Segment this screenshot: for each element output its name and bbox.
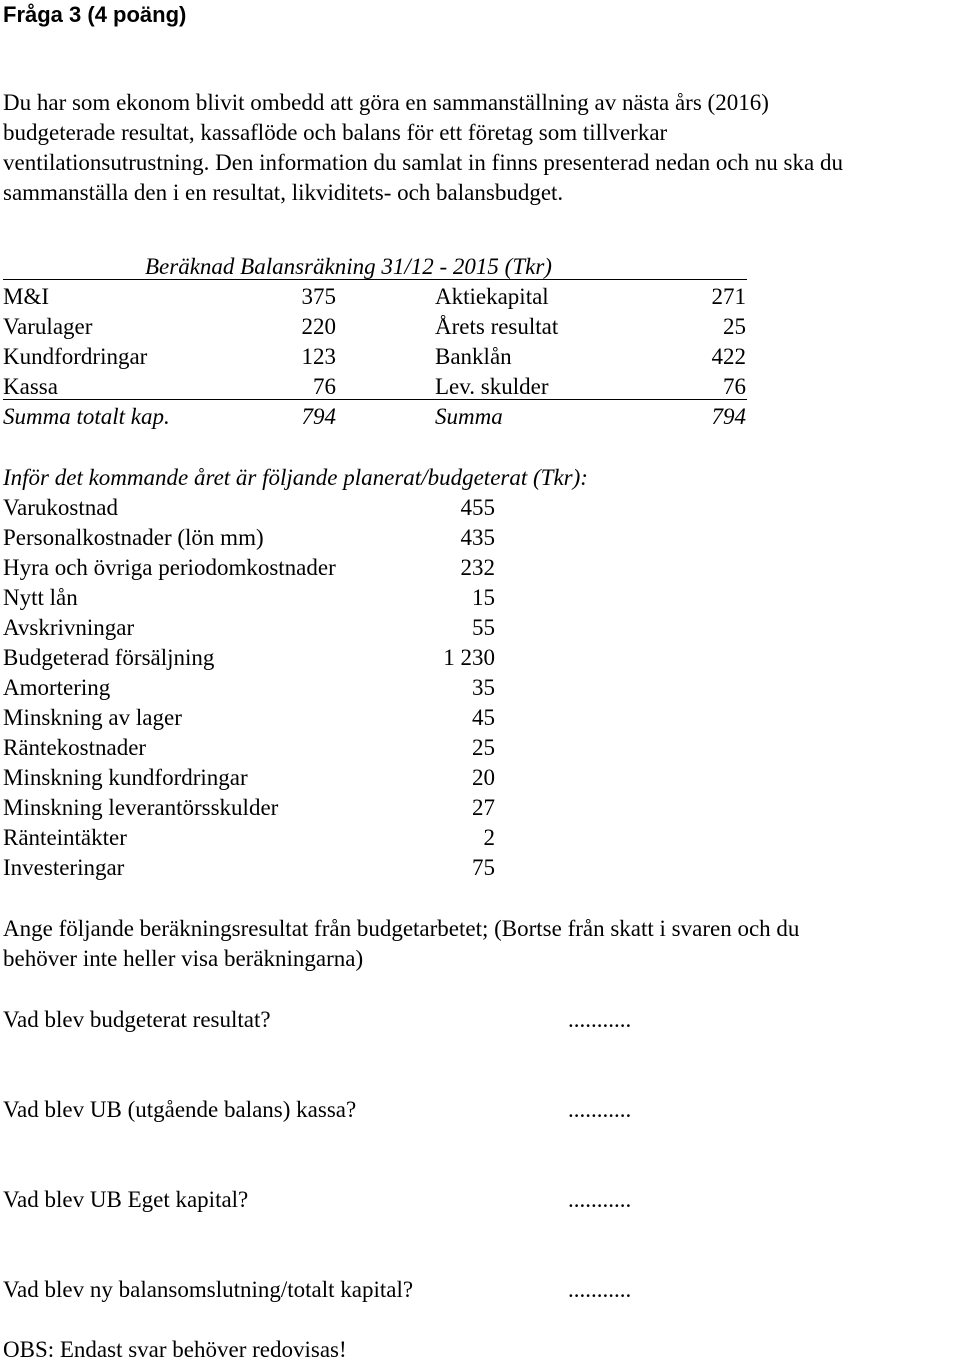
intro-line-4: sammanställa den i en resultat, likviditets- och balansbudget. — [3, 180, 564, 205]
budget-item-label: Ränteintäkter — [3, 825, 127, 850]
budget-item-label: Nytt lån — [3, 585, 78, 610]
asset-label: Varulager — [3, 314, 93, 339]
budget-item-label: Avskrivningar — [3, 615, 135, 640]
budget-item-value: 25 — [472, 735, 495, 760]
asset-label: M&I — [3, 284, 49, 309]
budget-item-label: Hyra och övriga periodomkostnader — [3, 555, 336, 580]
budget-heading: Inför det kommande året är följande planerat/budgeterat (Tkr): — [3, 465, 588, 490]
intro-line-1: Du har som ekonom blivit ombedd att göra en sammanställning av nästa års (2016) — [3, 90, 769, 115]
asset-value: 375 — [301, 284, 336, 309]
asset-label: Kundfordringar — [3, 344, 148, 369]
budget-item-label: Minskning leverantörsskulder — [3, 795, 279, 820]
budget-item-value: 1 230 — [443, 645, 495, 670]
liability-value: 422 — [711, 344, 746, 369]
budget-item-label: Budgeterad försäljning — [3, 645, 215, 670]
budget-item-value: 15 — [472, 585, 495, 610]
liability-label: Årets resultat — [435, 314, 559, 339]
liabilities-total-value: 794 — [711, 404, 746, 429]
liability-label: Banklån — [435, 344, 512, 369]
answer-blank: ........... — [568, 1277, 632, 1302]
answer-blank: ........... — [568, 1007, 632, 1032]
budget-item-label: Minskning kundfordringar — [3, 765, 248, 790]
liabilities-total-label: Summa — [435, 404, 503, 429]
assets-total-label: Summa totalt kap. — [3, 404, 170, 429]
budget-item-label: Amortering — [3, 675, 111, 700]
footer-note: OBS: Endast svar behöver redovisas! — [3, 1337, 347, 1362]
budget-item-label: Investeringar — [3, 855, 125, 880]
liability-label: Aktiekapital — [435, 284, 549, 309]
asset-value: 123 — [301, 344, 336, 369]
budget-item-value: 45 — [472, 705, 495, 730]
question-title: Fråga 3 (4 poäng) — [3, 2, 187, 27]
budget-item-value: 75 — [472, 855, 495, 880]
question-text: Vad blev UB Eget kapital? — [3, 1187, 249, 1212]
question-text: Vad blev budgeterat resultat? — [3, 1007, 271, 1032]
answer-blank: ........... — [568, 1097, 632, 1122]
liability-label: Lev. skulder — [435, 374, 549, 399]
asset-value: 76 — [313, 374, 336, 399]
sum-divider — [3, 399, 747, 400]
budget-item-value: 20 — [472, 765, 495, 790]
budget-item-label: Personalkostnader (lön mm) — [3, 525, 264, 550]
budget-item-value: 55 — [472, 615, 495, 640]
budget-item-value: 35 — [472, 675, 495, 700]
budget-item-value: 435 — [460, 525, 495, 550]
instruction-line-2: behöver inte heller visa beräkningarna) — [3, 946, 364, 971]
question-text: Vad blev UB (utgående balans) kassa? — [3, 1097, 357, 1122]
liability-value: 25 — [723, 314, 746, 339]
assets-total-value: 794 — [301, 404, 336, 429]
asset-label: Kassa — [3, 374, 58, 399]
intro-line-3: ventilationsutrustning. Den information du samlat in finns presenterad nedan och nu ska du — [3, 150, 843, 175]
instruction-line-1: Ange följande beräkningsresultat från budgetarbetet; (Bortse från skatt i svaren och du — [3, 916, 800, 941]
budget-item-label: Varukostnad — [3, 495, 118, 520]
budget-item-label: Minskning av lager — [3, 705, 182, 730]
budget-item-value: 2 — [483, 825, 495, 850]
budget-item-value: 232 — [460, 555, 495, 580]
asset-value: 220 — [301, 314, 336, 339]
budget-item-value: 455 — [460, 495, 495, 520]
liability-value: 76 — [723, 374, 746, 399]
question-text: Vad blev ny balansomslutning/totalt kapital? — [3, 1277, 414, 1302]
liability-value: 271 — [711, 284, 746, 309]
budget-item-value: 27 — [472, 795, 495, 820]
heading-underline — [3, 279, 747, 280]
budget-item-label: Räntekostnader — [3, 735, 147, 760]
intro-line-2: budgeterade resultat, kassaflöde och balans för ett företag som tillverkar — [3, 120, 668, 145]
balance-sheet-heading: Beräknad Balansräkning 31/12 - 2015 (Tkr) — [145, 254, 552, 279]
answer-blank: ........... — [568, 1187, 632, 1212]
